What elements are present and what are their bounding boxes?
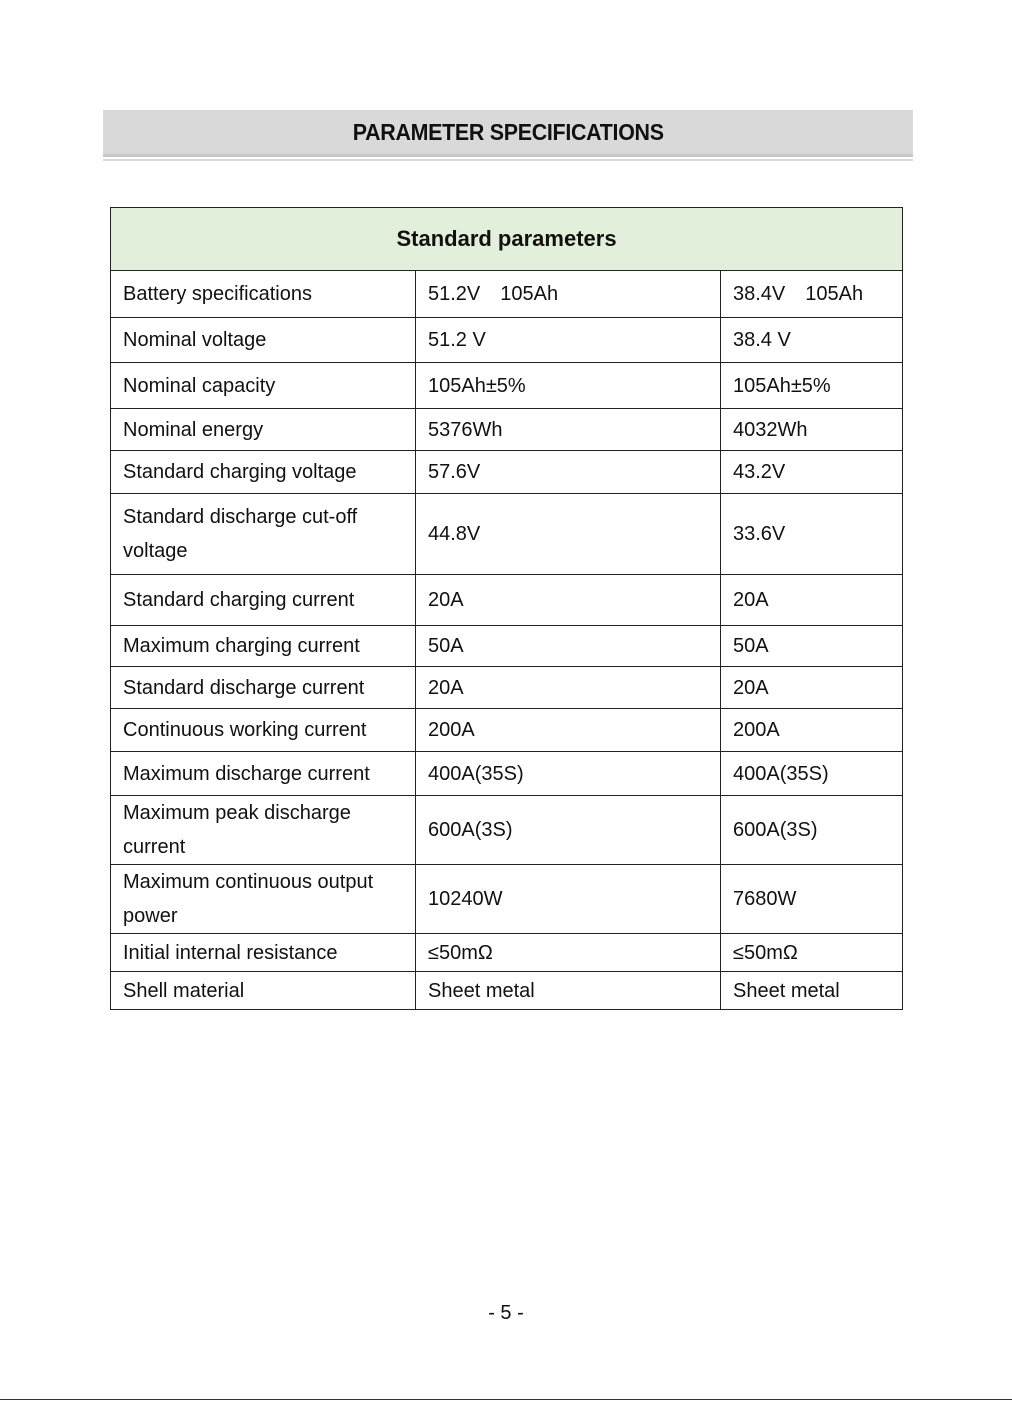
table-row [111,752,903,796]
table-row [111,796,903,865]
row-label: Maximum charging current [111,626,416,667]
row-value-51v: 5376Wh [416,409,721,451]
row-value-38v: 50A [721,626,903,667]
row-value-38v: 38.4V 105Ah [721,271,903,318]
table-row [111,409,903,451]
row-value-38v: Sheet metal [721,972,903,1010]
row-value-38v: 38.4 V [721,318,903,363]
row-label: Shell material [111,972,416,1010]
row-label: Maximum continuous output power [111,865,416,934]
page-number: - 5 - [488,1302,524,1324]
row-value-51v: 600A(3S) [416,796,721,865]
row-value-51v: 44.8V [416,494,721,575]
row-label: Nominal voltage [111,318,416,363]
row-label: Nominal energy [111,409,416,451]
row-value-38v: ≤50mΩ [721,934,903,972]
row-value-38v: 20A [721,667,903,709]
table-row [111,451,903,494]
parameters-table [110,207,903,1010]
row-value-51v: 200A [416,709,721,752]
row-value-51v: Sheet metal [416,972,721,1010]
row-value-38v: 43.2V [721,451,903,494]
row-label: Standard charging current [111,575,416,626]
row-value-51v: 105Ah±5% [416,363,721,409]
table-row [111,494,903,575]
row-label: Standard charging voltage [111,451,416,494]
table-row [111,363,903,409]
row-label: Standard discharge current [111,667,416,709]
row-value-38v: 400A(35S) [721,752,903,796]
row-label: Maximum discharge current [111,752,416,796]
row-value-51v: ≤50mΩ [416,934,721,972]
row-value-51v: 51.2 V [416,318,721,363]
row-value-38v: 600A(3S) [721,796,903,865]
row-value-51v: 50A [416,626,721,667]
row-value-38v: 33.6V [721,494,903,575]
row-label: Standard discharge cut-off voltage [111,494,416,575]
table-row [111,575,903,626]
row-value-38v: 105Ah±5% [721,363,903,409]
table-row [111,667,903,709]
section-title-bar [103,110,913,157]
row-value-51v: 57.6V [416,451,721,494]
table-row [111,271,903,318]
row-value-51v: 400A(35S) [416,752,721,796]
page-title: PARAMETER SPECIFICATIONS [352,118,664,145]
table-header: Standard parameters [111,208,903,271]
table-row [111,318,903,363]
table-row [111,972,903,1010]
row-value-38v: 7680W [721,865,903,934]
row-value-38v: 20A [721,575,903,626]
row-value-51v: 51.2V 105Ah [416,271,721,318]
table-row [111,865,903,934]
table-row [111,934,903,972]
row-label: Nominal capacity [111,363,416,409]
row-label: Initial internal resistance [111,934,416,972]
row-label: Continuous working current [111,709,416,752]
table-row [111,626,903,667]
row-label: Maximum peak discharge current [111,796,416,865]
row-value-51v: 10240W [416,865,721,934]
row-value-38v: 4032Wh [721,409,903,451]
bottom-divider [0,1399,1012,1400]
row-label: Battery specifications [111,271,416,318]
table-row [111,709,903,752]
table-header-row [111,208,903,271]
row-value-51v: 20A [416,667,721,709]
row-value-38v: 200A [721,709,903,752]
row-value-51v: 20A [416,575,721,626]
